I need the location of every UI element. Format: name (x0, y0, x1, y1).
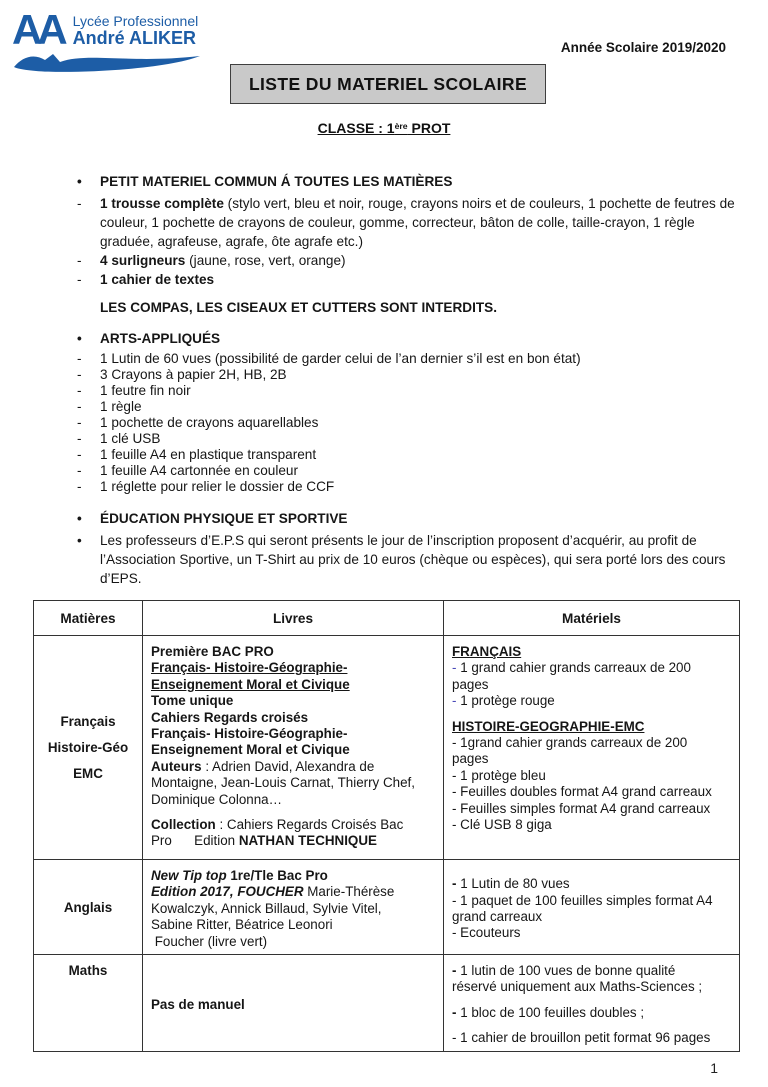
text-run: CLASSE : 1 (317, 120, 395, 136)
section-heading: ARTS-APPLIQUÉS (100, 331, 221, 346)
text-run: - 1 paquet de 100 feuilles simples format A4 (452, 892, 713, 908)
list-marker: - (77, 272, 82, 287)
text-line (151, 808, 437, 817)
list-item (77, 479, 738, 495)
text-run: 1 grand cahier grands carreaux de 200 (460, 660, 691, 676)
text-run: 1 Lutin de 60 vues (possibilité de garder celui de l’an dernier s’il est en bon état) (100, 351, 581, 366)
text-run: Histoire-Géo (47, 739, 129, 755)
list-item-text (100, 399, 738, 415)
text-line (151, 759, 437, 775)
text-run: pages (452, 751, 489, 767)
list-item (77, 447, 738, 463)
text-line (452, 876, 733, 892)
logo-top (12, 6, 204, 53)
text-line (151, 884, 437, 900)
text-run: Français- Histoire-Géographie- (151, 660, 348, 676)
text-run: ère (394, 121, 408, 132)
text-line (452, 719, 733, 735)
text-run: Tome unique (151, 693, 234, 709)
text-line (151, 677, 437, 693)
text-line (452, 801, 733, 817)
list-marker: - (77, 367, 82, 382)
cell-livres-maths (143, 955, 444, 1052)
text-line (452, 963, 733, 979)
list-item (77, 194, 738, 251)
text-line (452, 925, 733, 941)
text-run: 1 trousse complète (100, 196, 224, 211)
text-run: 1 clé USB (100, 431, 161, 446)
text-line (452, 693, 733, 709)
section-commun (77, 172, 738, 317)
text-line (452, 644, 733, 660)
text-run: 1 Lutin de 80 vues (460, 876, 570, 892)
section-arts (77, 329, 738, 495)
bullet-marker: • (77, 511, 82, 526)
text-run: Montaigne, Jean-Louis Carnat, Thierry Chef, (151, 775, 415, 791)
list-item-text (100, 367, 738, 383)
text-run: 4 surligneurs (100, 253, 186, 268)
text-run: 1 bloc de 100 feuilles doubles ; (460, 1004, 645, 1020)
list-marker: - (77, 399, 82, 414)
logo-wave-icon (12, 52, 204, 78)
text-line (452, 979, 733, 995)
text-run: Sabine Ritter, Béatrice Leonori (151, 917, 333, 933)
text-run: - (452, 876, 461, 892)
text-line (151, 817, 437, 833)
text-run: New Tip top (151, 868, 231, 883)
text-run: 1 protège rouge (460, 693, 555, 709)
section-commun-items (77, 194, 738, 289)
text-line (35, 963, 141, 978)
table-row (34, 860, 740, 955)
text-run: 1 réglette pour relier le dossier de CCF (100, 479, 335, 494)
table-header-row (34, 601, 740, 636)
text-line (452, 710, 733, 719)
list-marker: - (77, 383, 82, 398)
text-run: - (452, 693, 461, 709)
text-line (452, 660, 733, 676)
text-run: (stylo vert, bleu et noir, rouge, crayons noirs et de couleurs, 1 pochette de feutres de couleur, 1 pochette de crayons de couleur, gomme, correcteur, bâton de colle, taille-crayon, 1 règle graduée, agrafeuse, agrafe, ôte agrafe etc.) (100, 196, 735, 249)
cell-materiels-anglais (444, 860, 740, 955)
text-run: - Clé USB 8 giga (452, 817, 552, 833)
text-run: Première BAC PRO (151, 644, 274, 659)
cell-livres-francais (143, 636, 444, 860)
text-line (151, 997, 437, 1013)
text-run: Pas de manuel (151, 996, 245, 1012)
text-line (452, 751, 733, 767)
list-item (77, 463, 738, 479)
school-year: Année Scolaire 2019/2020 (560, 40, 726, 55)
sections (0, 172, 768, 588)
text-run: Maths (68, 963, 108, 979)
list-marker: - (77, 415, 82, 430)
logo-text-line1: Lycée Professionnel (72, 13, 199, 29)
text-run: 1 feutre fin noir (100, 383, 191, 398)
section-commun-heading-row (77, 172, 738, 192)
cell-materiels-francais (444, 636, 740, 860)
list-item-text (100, 463, 738, 479)
text-run: - Feuilles doubles format A4 grand carreaux (452, 784, 712, 800)
list-item-text (100, 431, 738, 447)
text-line (151, 833, 437, 849)
text-line (151, 917, 437, 933)
text-line (452, 909, 733, 925)
text-line (151, 901, 437, 917)
section-heading: PETIT MATERIEL COMMUN Á TOUTES LES MATIÈRES (100, 174, 453, 189)
bullet-marker: • (77, 174, 82, 189)
list-marker: - (77, 479, 82, 494)
text-run: réservé uniquement aux Maths-Sciences ; (452, 979, 703, 995)
section-eps (77, 509, 738, 588)
text-run: - Feuilles simples format A4 grand carreaux (452, 800, 711, 816)
text-line (151, 644, 437, 660)
text-run: Dominique Colonna… (151, 791, 283, 807)
list-item-text (100, 479, 738, 495)
text-run: Anglais (63, 899, 113, 915)
logo-text (73, 10, 199, 48)
forbidden-items-note: LES COMPAS, LES CISEAUX ET CUTTERS SONT INTERDITS. (100, 300, 498, 315)
text-run: Pro Edition (151, 833, 239, 849)
text-run: - Ecouteurs (452, 925, 521, 941)
text-run: FRANÇAIS (452, 644, 522, 659)
text-run: 1re/Tle Bac Pro (230, 868, 328, 883)
list-item (77, 270, 738, 289)
text-run: 1 feuille A4 cartonnée en couleur (100, 463, 299, 478)
text-line (35, 761, 141, 787)
text-line (35, 735, 141, 761)
text-run: Français (60, 713, 116, 729)
text-line (452, 1005, 733, 1021)
document-title-box (230, 64, 546, 104)
text-run: 1 règle (100, 399, 142, 414)
section-heading: ÉDUCATION PHYSIQUE ET SPORTIVE (100, 511, 348, 526)
list-item-text (100, 447, 738, 463)
text-line (452, 817, 733, 833)
text-run: 1 lutin de 100 vues de bonne qualité (460, 963, 676, 979)
text-run: (jaune, rose, vert, orange) (185, 253, 346, 268)
logo-text-line2: André ALIKER (72, 28, 197, 48)
table-row (34, 955, 740, 1052)
list-item (77, 399, 738, 415)
table-row (34, 636, 740, 860)
text-run: pages (452, 676, 489, 692)
cell-subject-maths (34, 955, 143, 1052)
text-run: Enseignement Moral et Civique (151, 676, 350, 692)
list-item (77, 531, 738, 588)
text-line (151, 775, 437, 791)
list-marker: • (77, 533, 82, 548)
list-item (77, 383, 738, 399)
text-run: - 1 cahier de brouillon petit format 96 pages (452, 1030, 711, 1046)
cell-livres-anglais (143, 860, 444, 955)
text-run: Français- Histoire-Géographie- (151, 726, 348, 742)
class-label (0, 120, 768, 136)
text-run: - (452, 1004, 461, 1020)
text-run: Edition 2017, FOUCHER (151, 884, 308, 900)
list-item (77, 351, 738, 367)
text-run: EMC (73, 765, 103, 781)
section-arts-items (77, 351, 738, 495)
list-item (77, 251, 738, 270)
text-run: Foucher (livre vert) (151, 933, 268, 949)
list-marker: - (77, 351, 82, 366)
text-line (151, 934, 437, 950)
section-eps-paragraph (77, 531, 738, 588)
text-line (452, 1030, 733, 1046)
text-line (452, 677, 733, 693)
materials-table (33, 600, 740, 1052)
text-line (151, 660, 437, 676)
text-line (452, 893, 733, 909)
logo-monogram: AA (12, 6, 63, 53)
page-number: 1 (710, 1059, 718, 1076)
text-run: - (452, 660, 461, 676)
list-item-text (100, 383, 738, 399)
text-line (452, 996, 733, 1005)
text-run: - (452, 963, 461, 979)
text-run: Auteurs (151, 758, 202, 774)
list-marker: - (77, 431, 82, 446)
text-line (151, 693, 437, 709)
text-line (452, 784, 733, 800)
text-run: HISTOIRE-GEOGRAPHIE-EMC (452, 718, 645, 734)
list-item-text (100, 415, 738, 431)
list-item-text (100, 351, 738, 367)
text-run: : Adrien David, Alexandra de (201, 758, 375, 774)
text-run: PROT (407, 120, 451, 136)
text-run: NATHAN TECHNIQUE (238, 833, 377, 849)
text-run: Marie-Thérèse (307, 884, 395, 900)
list-item (77, 367, 738, 383)
text-run: Les professeurs d’E.P.S qui seront présents le jour de l’inscription proposent d’acquérir, au profit de l’Association Sportive, un T-Shirt au prix de 10 euros (chèque ou espèces), qui sera porté lors des cours d’EPS. (100, 533, 726, 586)
list-item-text (100, 194, 738, 251)
text-line (452, 768, 733, 784)
list-marker: - (77, 253, 82, 268)
list-marker: - (77, 447, 82, 462)
col-header-matieres: Matières (34, 601, 143, 636)
text-line (151, 726, 437, 742)
document-header (0, 0, 768, 162)
list-item-text (100, 531, 738, 588)
list-marker: - (77, 463, 82, 478)
list-item-text (100, 251, 738, 270)
text-run: grand carreaux (452, 909, 543, 925)
text-run: Cahiers Regards croisés (151, 709, 309, 725)
cell-subject-anglais (34, 860, 143, 955)
text-run: 1 pochette de crayons aquarellables (100, 415, 319, 430)
list-item (77, 415, 738, 431)
list-item (77, 431, 738, 447)
list-marker: - (77, 196, 82, 211)
text-line (452, 1021, 733, 1030)
text-line (35, 709, 141, 735)
col-header-livres: Livres (143, 601, 444, 636)
text-run: Kowalczyk, Annick Billaud, Sylvie Vitel, (151, 900, 382, 916)
text-line (35, 900, 141, 915)
text-run: - 1 protège bleu (452, 767, 546, 783)
text-run: : Cahiers Regards Croisés Bac (215, 817, 404, 833)
cell-materiels-maths (444, 955, 740, 1052)
text-run: 1 feuille A4 en plastique transparent (100, 447, 317, 462)
text-line (151, 742, 437, 758)
document-title: LISTE DU MATERIEL SCOLAIRE (248, 73, 528, 94)
cell-subject-francais-histgeo-emc (34, 636, 143, 860)
text-run: Enseignement Moral et Civique (151, 742, 350, 758)
section-arts-heading-row (77, 329, 738, 349)
school-logo (12, 6, 204, 78)
col-header-materiels: Matériels (444, 601, 740, 636)
text-line (151, 710, 437, 726)
text-line (151, 868, 437, 884)
text-line (151, 792, 437, 808)
text-run: - 1grand cahier grands carreaux de 200 (452, 735, 688, 751)
bullet-marker: • (77, 331, 82, 346)
section-eps-heading-row (77, 509, 738, 529)
text-run: 3 Crayons à papier 2H, HB, 2B (100, 367, 287, 382)
text-run: Collection (151, 817, 216, 833)
text-line (452, 735, 733, 751)
list-item-text (100, 270, 738, 289)
text-run: 1 cahier de textes (100, 272, 215, 287)
